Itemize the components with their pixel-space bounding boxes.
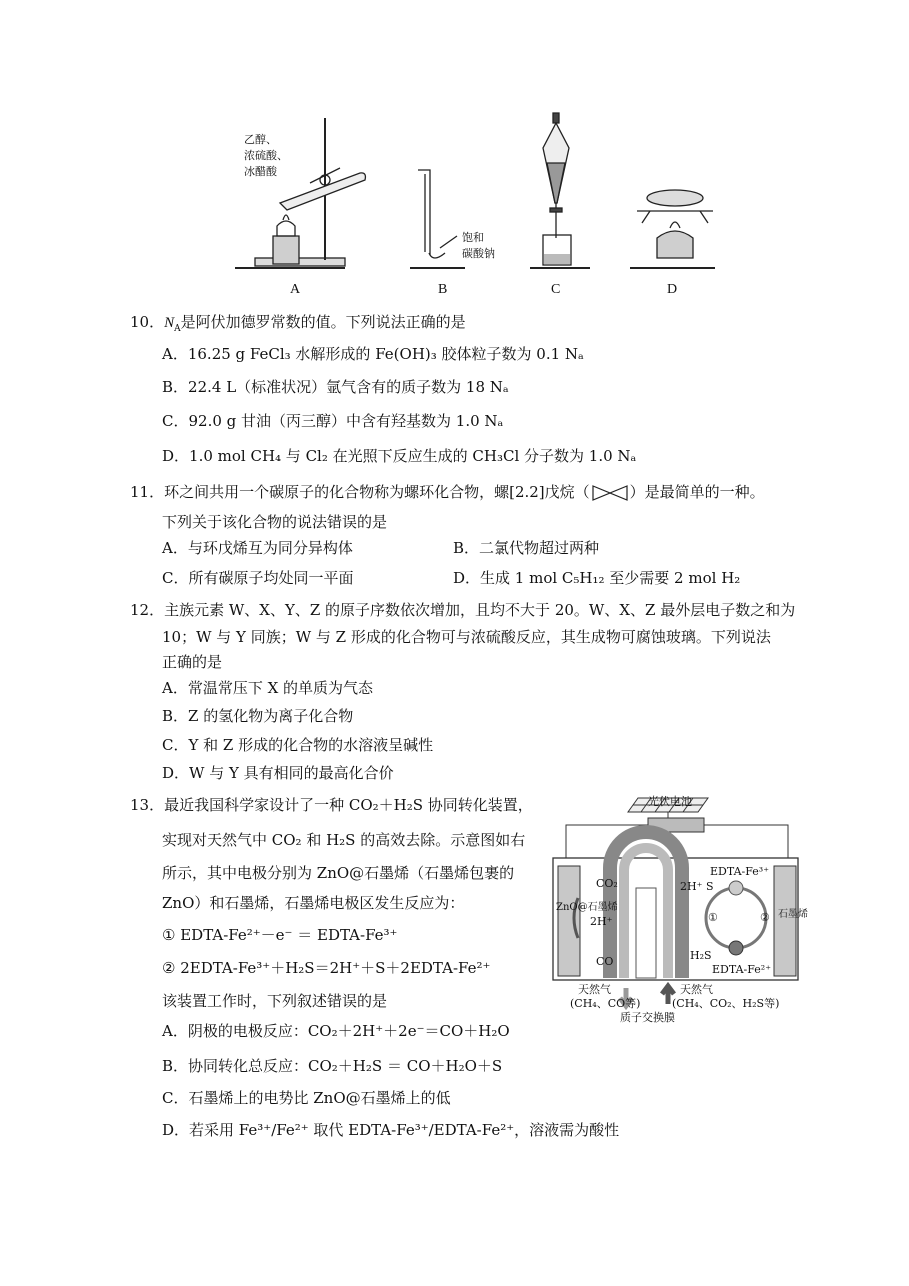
q13-stem-line5: 该装置工作时，下列叙述错误的是 xyxy=(162,992,388,1010)
h-left-label: 2H⁺ xyxy=(590,915,613,928)
q11-option-c: C．所有碳原子均处同一平面 xyxy=(162,569,354,587)
q13-option-a: A．阴极的电极反应：CO₂＋2H⁺＋2e⁻＝CO＋H₂O xyxy=(162,1022,510,1040)
q11-option-b: B．二氯代物超过两种 xyxy=(453,539,600,557)
q12-stem-line3: 正确的是 xyxy=(162,653,223,671)
q10-option-d: D．1.0 mol CH₄ 与 Cl₂ 在光照下反应生成的 CH₃Cl 分子数为 1.0 Nₐ xyxy=(162,447,637,465)
b-reagent-1: 饱和 xyxy=(462,231,484,244)
co-label: CO xyxy=(596,955,614,968)
q11-option-d: D．生成 1 mol C₅H₁₂ 至少需要 2 mol H₂ xyxy=(453,569,741,587)
q13-stem-line4: ZnO）和石墨烯，石墨烯电极区发生反应为： xyxy=(162,894,465,912)
q10-option-b: B．22.4 L（标准状况）氩气含有的质子数为 18 Nₐ xyxy=(162,378,509,396)
gas-out-label: 天然气 xyxy=(578,983,611,996)
q11-stem-line2: 下列关于该化合物的说法错误的是 xyxy=(162,513,388,531)
s-label: S xyxy=(706,880,714,893)
q10-stem: 10．$N_A$是阿伏加德罗常数的值。下列说法正确的是 xyxy=(130,313,466,334)
edta-fe2-label: EDTA-Fe²⁺ xyxy=(712,963,772,976)
q13-option-d: D．若采用 Fe³⁺/Fe²⁺ 取代 EDTA-Fe³⁺/EDTA-Fe²⁺，溶液需为酸性 xyxy=(162,1121,620,1139)
q12-option-b: B．Z 的氢化物为离子化合物 xyxy=(162,707,354,725)
q11-stem-a: 环之间共用一个碳原子的化合物称为螺环化合物，螺[2.2]戊烷（ xyxy=(164,483,590,501)
spiropentane-structure xyxy=(590,484,630,502)
q13-reaction-2: ② 2EDTA-Fe³⁺＋H₂S＝2H⁺＋S＋2EDTA-Fe²⁺ xyxy=(162,959,491,977)
q10-number: 10． xyxy=(130,313,165,331)
q12-option-d: D．W 与 Y 具有相同的最高化合价 xyxy=(162,764,394,782)
apparatus-figure xyxy=(225,108,715,300)
q12-stem-line1 xyxy=(130,600,795,620)
a-reagent-1: 乙醇、 xyxy=(244,133,277,146)
gas-out-composition: (CH₄、CO等) xyxy=(570,997,641,1010)
right-electrode-label: 石墨烯 xyxy=(778,909,808,920)
a-reagent-3: 冰醋酸 xyxy=(244,165,277,178)
q10-option-a: A．16.25 g FeCl₃ 水解形成的 Fe(OH)₃ 胶体粒子数为 0.1 Nₐ xyxy=(162,345,584,363)
co2-label: CO₂ xyxy=(596,877,618,890)
q13-stem-line3: 所示，其中电极分别为 ZnO@石墨烯（石墨烯包裹的 xyxy=(162,864,515,882)
q13-number: 13． xyxy=(130,796,165,814)
q13-reaction-1: ① EDTA-Fe²⁺－e⁻ ＝ EDTA-Fe³⁺ xyxy=(162,926,398,944)
gas-in-label: 天然气 xyxy=(680,983,713,996)
label-b: B xyxy=(438,282,448,297)
q12-stem-line2: 10；W 与 Y 同族；W 与 Z 形成的化合物可与浓硫酸反应，其生成物可腐蚀玻璃。下列说法 xyxy=(162,628,771,646)
q13-option-b: B．协同转化总反应：CO₂＋H₂S ＝ CO＋H₂O＋S xyxy=(162,1057,503,1075)
b-reagent-2: 碳酸钠 xyxy=(462,247,495,260)
q12-option-c: C．Y 和 Z 形成的化合物的水溶液呈碱性 xyxy=(162,736,434,754)
label-a: A xyxy=(290,282,301,297)
label-d: D xyxy=(667,282,678,297)
q13-stem-line2: 实现对天然气中 CO₂ 和 H₂S 的高效去除。示意图如右 xyxy=(162,831,526,849)
q10-stem-text: 是阿伏加德罗常数的值。下列说法正确的是 xyxy=(180,313,466,331)
membrane-label: 质子交换膜 xyxy=(620,1011,675,1024)
q12-stem-1: 主族元素 W、X、Y、Z 的原子序数依次增加，且均不大于 20。W、X、Z 最外层电子数之和为 xyxy=(164,601,796,619)
gas-in-composition: (CH₄、CO₂、H₂S等) xyxy=(672,997,780,1010)
q11-stem-line1 xyxy=(130,482,765,502)
edta-fe3-label: EDTA-Fe³⁺ xyxy=(710,865,770,878)
q12-option-a: A．常温常压下 X 的单质为气态 xyxy=(162,679,374,697)
h-right-label: 2H⁺ xyxy=(680,880,703,893)
q11-stem-b: ）是最简单的一种。 xyxy=(629,483,765,501)
h2s-label: H₂S xyxy=(690,949,712,962)
solar-cell-label: 光伏电池 xyxy=(648,795,692,808)
q11-option-a: A．与环戊烯互为同分异构体 xyxy=(162,539,353,557)
apparatus-b xyxy=(410,170,465,268)
left-electrode-label: ZnO@石墨烯 xyxy=(556,902,618,913)
apparatus-d xyxy=(630,190,715,268)
label-c: C xyxy=(551,282,561,297)
q13-stem-line1 xyxy=(130,795,533,815)
q10-option-c: C．92.0 g 甘油（丙三醇）中含有羟基数为 1.0 Nₐ xyxy=(162,412,504,430)
q11-number: 11． xyxy=(130,483,165,501)
q12-number: 12． xyxy=(130,601,165,619)
step-2-label: ② xyxy=(760,911,770,924)
q13-option-c: C．石墨烯上的电势比 ZnO@石墨烯上的低 xyxy=(162,1089,451,1107)
q13-stem-1: 最近我国科学家设计了一种 CO₂＋H₂S 协同转化装置， xyxy=(164,796,533,814)
a-reagent-2: 浓硫酸、 xyxy=(244,149,288,162)
step-1-label: ① xyxy=(708,911,718,924)
apparatus-c xyxy=(530,113,590,268)
